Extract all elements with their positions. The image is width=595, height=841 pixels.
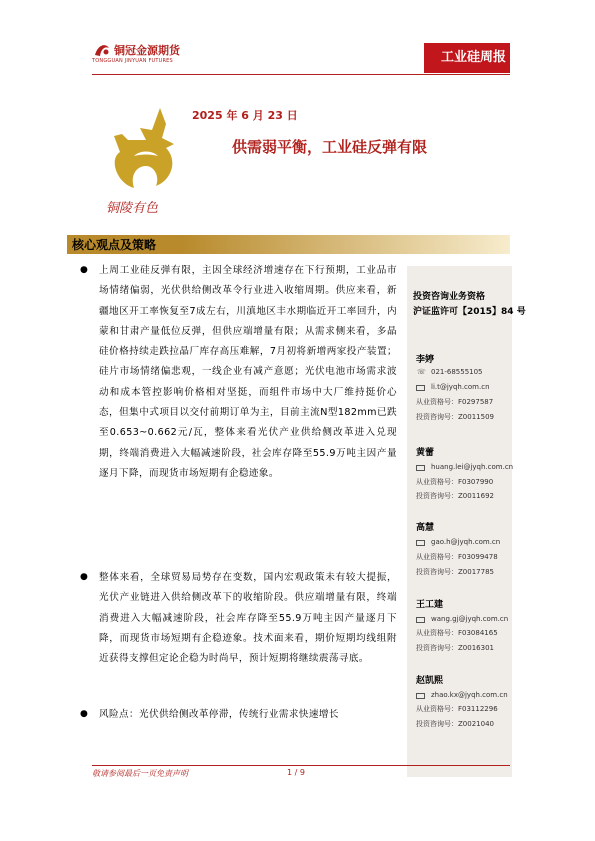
email-icon: [416, 693, 425, 699]
bullet-icon: ●: [80, 709, 88, 719]
email-icon: [416, 465, 425, 471]
company-logo-icon: [92, 40, 112, 60]
phone-icon: ☏: [417, 368, 426, 376]
header-divider: [92, 74, 510, 75]
section-header-gradient: [182, 235, 510, 254]
qualification-line: 投资咨询业务资格: [413, 292, 486, 302]
disclaimer-link[interactable]: 敬请参阅最后一页免责声明: [92, 769, 188, 778]
body-paragraph: 上周工业硅反弹有限，主因全球经济增速存在下行预期，工业品市场情绪偏弱，光伏供给侧改革令行业进入收缩周期。供应来看，新疆地区开工率恢复至7成左右，川滇地区丰水期临近开工率回升，内蒙和甘肃产量低位反弹，但供应端增量有限；从需求侧来看，多晶硅价格持续走跌拉晶厂库存高压难解，7月初将新增两家投产装置；硅片市场情绪偏悲观，一线企业有减产意愿；光伏电池市场需求波动和成本管控影响价格相对坚挺，而组件市场中大厂维持挺价心态，但集中式项目以交付前期订单为主，目前主流N型182mm已跌至0.653~0.662元/瓦，整体来看光伏产业供给侧改革进入兑现期，终端消费进入大幅减速阶段，社会库存降至55.9万吨主因产量逐月下降，而现货市场短期有企稳迹象。: [99, 265, 397, 479]
email-icon: [416, 617, 425, 623]
qualification-block: [413, 290, 526, 320]
analyst-name: 黄蕾: [416, 448, 435, 458]
emblem-caption: 铜陵有色: [106, 201, 159, 216]
body-paragraph: 整体来看，全球贸易局势存在变数，国内宏观政策未有较大提振，光伏产业链进入供给侧改革下的收缩阶段。供应端增量有限，终端消费进入大幅减速阶段，社会库存降至55.9万吨主因产量逐月下降，而现货市场短期有企稳迹象。技术面来看，期价短期均线组附近获得支撑但定论企稳为时尚早，预计短期将继续震荡寻底。: [99, 572, 397, 665]
risk-paragraph: 风险点：光伏供给侧改革停滞，传统行业需求快速增长: [99, 709, 339, 720]
analyst-email[interactable]: wang.gj@jyqh.com.cn: [431, 615, 509, 623]
analyst-advisory-no: 投资咨询号：Z0011692: [416, 492, 494, 500]
section-title: 核心观点及策略: [72, 238, 157, 252]
analyst-phone: 021-68555105: [431, 368, 483, 376]
analyst-name: 王工建: [416, 600, 444, 610]
email-icon: [416, 385, 425, 391]
company-name-en: TONGGUAN JINYUAN FUTURES: [92, 58, 173, 64]
analyst-practice-no: 从业资格号：F03099478: [416, 553, 498, 561]
analyst-email[interactable]: zhao.kx@jyqh.com.cn: [431, 691, 508, 699]
footer-divider: [92, 765, 510, 766]
analyst-advisory-no: 投资咨询号：Z0011509: [416, 413, 494, 421]
analyst-practice-no: 从业资格号：F0297587: [416, 398, 494, 406]
emblem-logo-icon: [100, 100, 190, 220]
analyst-practice-no: 从业资格号：F03112296: [416, 705, 498, 713]
analyst-practice-no: 从业资格号：F03084165: [416, 629, 498, 637]
analyst-advisory-no: 投资咨询号：Z0016301: [416, 644, 494, 652]
analyst-name: 李婷: [416, 355, 435, 365]
analyst-email[interactable]: gao.h@jyqh.com.cn: [431, 538, 501, 546]
qualification-line: 沪证监许可【2015】84 号: [413, 307, 526, 317]
bullet-icon: ●: [80, 265, 88, 275]
email-icon: [416, 540, 425, 546]
analyst-email[interactable]: li.t@jyqh.com.cn: [431, 383, 490, 391]
report-title: 供需弱平衡，工业硅反弹有限: [232, 138, 428, 156]
analyst-name: 赵凯熙: [416, 676, 444, 686]
analyst-name: 高慧: [416, 523, 435, 533]
analyst-email[interactable]: huang.lei@jyqh.com.cn: [431, 463, 514, 471]
page-number: 1 / 9: [287, 768, 305, 777]
report-date: 2025 年 6 月 23 日: [192, 109, 298, 122]
analyst-practice-no: 从业资格号：F0307990: [416, 478, 494, 486]
analyst-advisory-no: 投资咨询号：Z0021040: [416, 720, 494, 728]
report-type-badge: 工业硅周报: [424, 43, 510, 73]
company-name-cn: 铜冠金源期货: [114, 44, 180, 57]
bullet-icon: ●: [80, 572, 88, 582]
analyst-advisory-no: 投资咨询号：Z0017785: [416, 568, 494, 576]
